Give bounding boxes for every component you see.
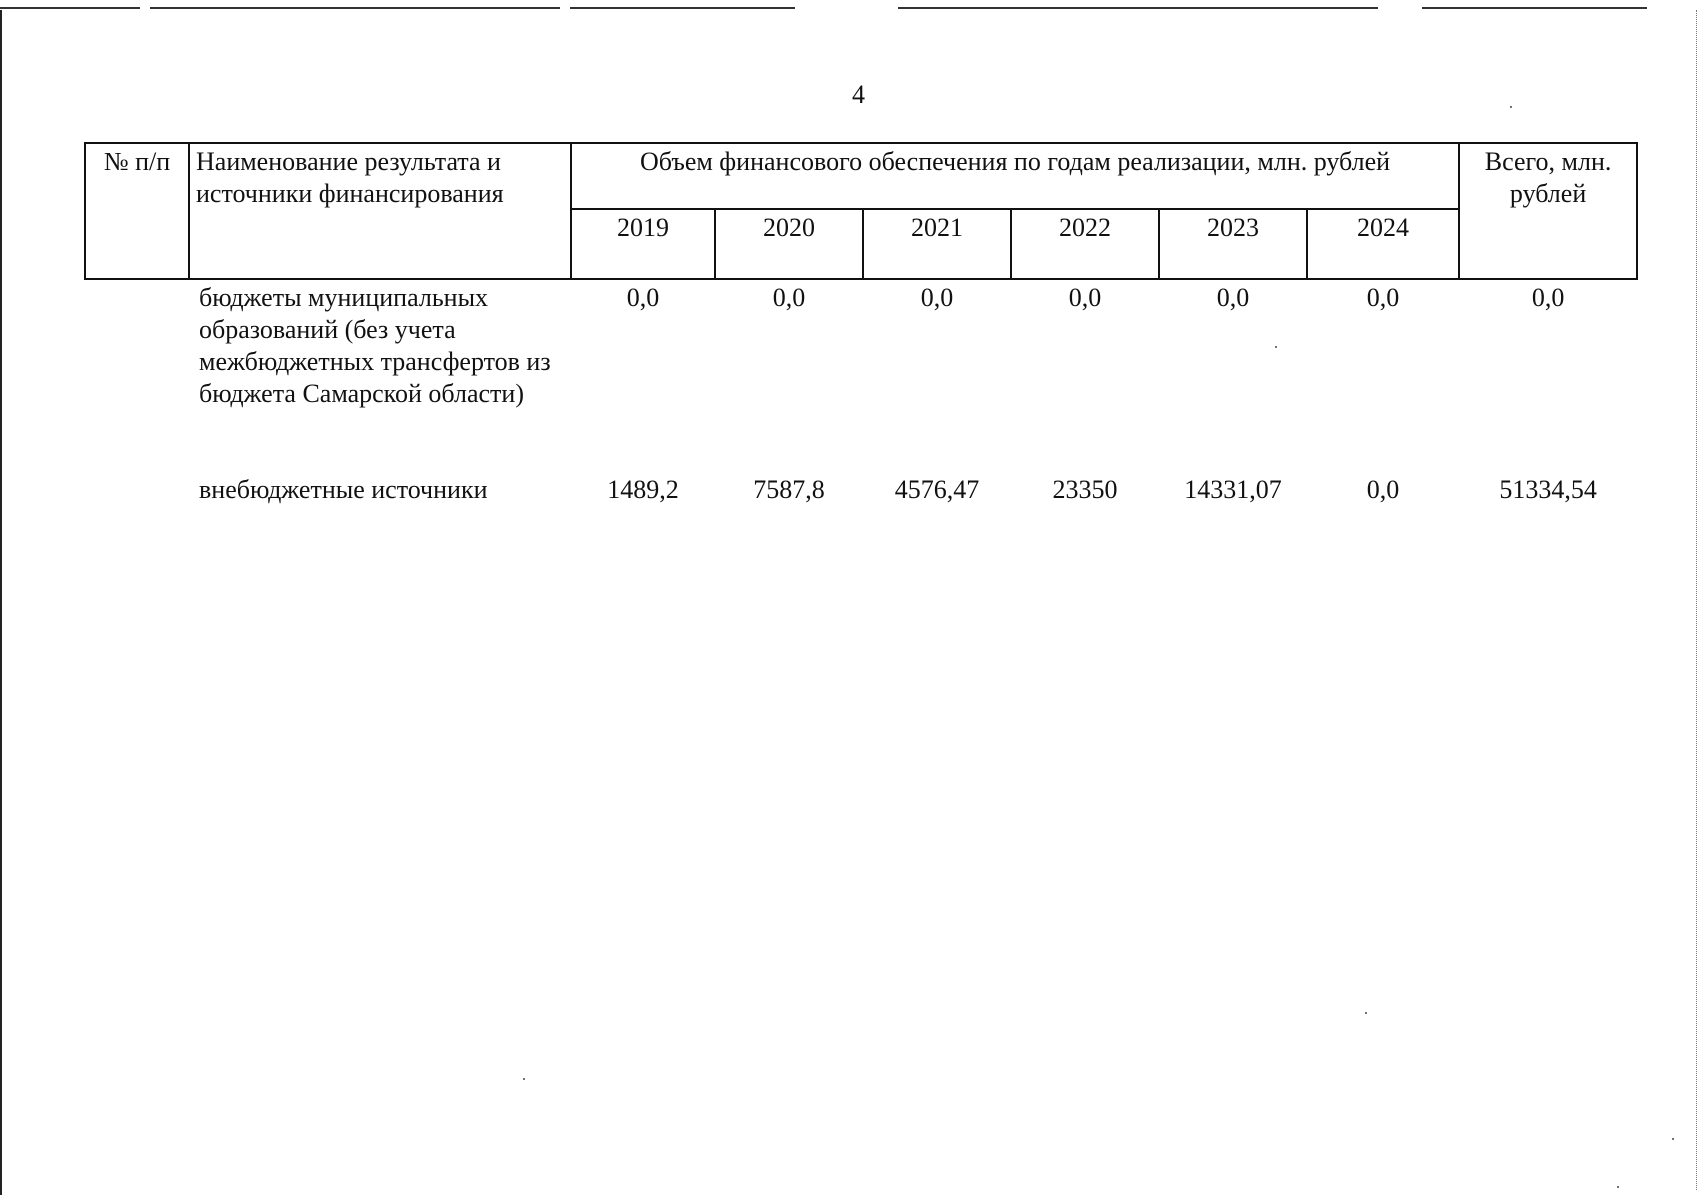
row-value: 0,0 [1366, 283, 1400, 312]
row-total: 51334,54 [1499, 475, 1597, 504]
scan-edge-top-4 [898, 7, 1378, 9]
scan-speck [523, 1078, 525, 1080]
header-name: Наименование результата и источники финансирования [189, 143, 571, 279]
header-year: 2024 [1307, 209, 1459, 279]
page-number: 4 [852, 80, 865, 109]
row-value: 23350 [1052, 475, 1118, 504]
header-year: 2021 [863, 209, 1011, 279]
row-value: 0,0 [1216, 283, 1250, 312]
row-value: 1489,2 [607, 475, 679, 504]
row-value: 0,0 [626, 283, 660, 312]
row-value: 7587,8 [753, 475, 825, 504]
scan-edge-top-2 [150, 7, 560, 9]
scan-edge-top-3 [570, 7, 795, 9]
table-row [85, 279, 1637, 472]
header-funding: Объем финансового обеспечения по годам реализации, млн. рублей [571, 143, 1459, 209]
header-year: 2019 [571, 209, 715, 279]
scan-edge-top-5 [1422, 7, 1647, 9]
row-name: внебюджетные источники [199, 475, 488, 504]
scan-edge-left [0, 10, 2, 1195]
row-value: 0,0 [772, 283, 806, 312]
row-value: 14331,07 [1184, 475, 1282, 504]
header-total: Всего, млн. рублей [1459, 143, 1637, 279]
funding-table [84, 142, 1638, 516]
scan-edge-top-1 [0, 7, 140, 9]
scan-speck [1617, 1186, 1619, 1188]
table-header-row [85, 143, 1637, 209]
row-value: 0,0 [1068, 283, 1102, 312]
scan-edge-right [1696, 10, 1697, 1190]
scan-speck [1365, 1012, 1367, 1014]
header-year: 2020 [715, 209, 863, 279]
header-num: № п/п [85, 143, 189, 279]
row-name: бюджеты муниципальных образований (без учета межбюджетных трансфертов из бюджета Самарской области) [199, 283, 551, 408]
table-row [85, 472, 1637, 516]
row-value: 4576,47 [894, 475, 980, 504]
header-year: 2023 [1159, 209, 1307, 279]
row-num [85, 279, 189, 472]
scan-speck [1672, 1138, 1674, 1140]
header-year: 2022 [1011, 209, 1159, 279]
row-total: 0,0 [1531, 283, 1565, 312]
row-num [85, 472, 189, 516]
row-value: 0,0 [1366, 475, 1400, 504]
row-value: 0,0 [920, 283, 954, 312]
